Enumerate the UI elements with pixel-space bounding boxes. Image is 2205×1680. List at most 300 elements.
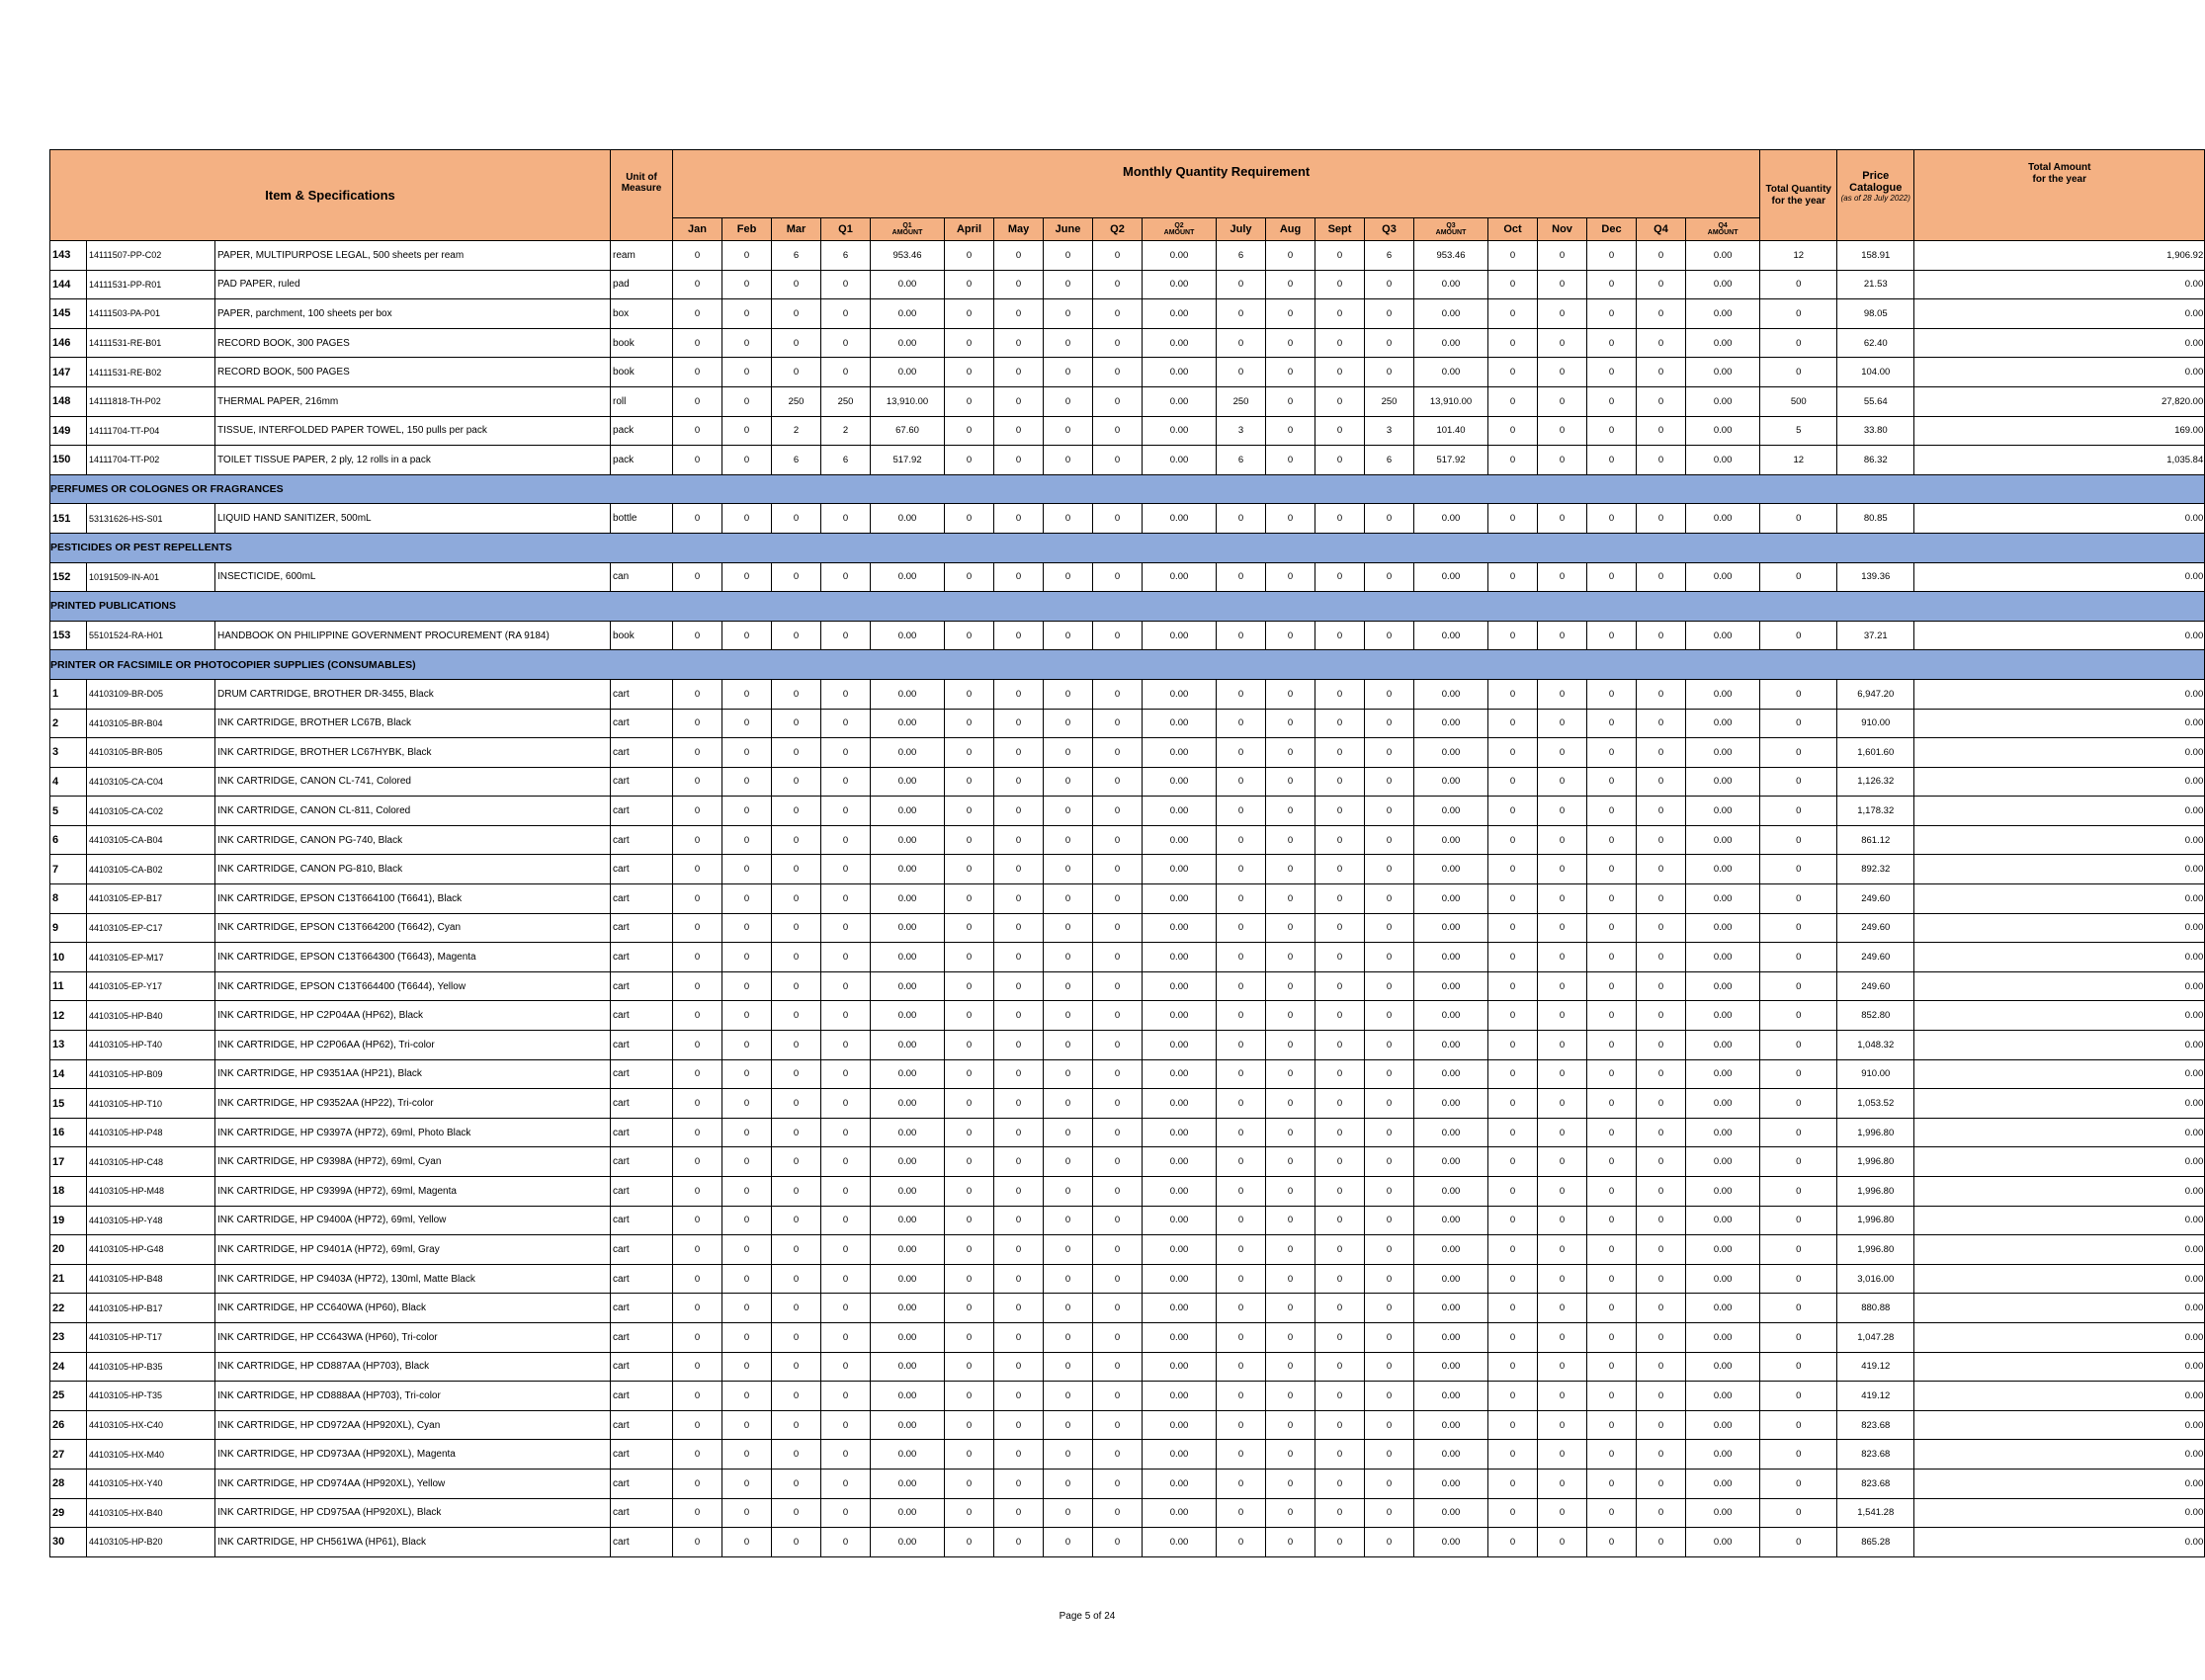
quantity-cell: 0 (1266, 328, 1315, 358)
quantity-cell: 0 (722, 679, 772, 709)
quantity-cell: 0.00 (1143, 328, 1217, 358)
price-catalogue: 86.32 (1837, 446, 1914, 475)
quantity-cell: 0.00 (1143, 1498, 1217, 1528)
item-code: 44103105-HP-T35 (87, 1382, 215, 1411)
quantity-cell: 0 (1044, 1059, 1093, 1089)
quantity-cell: 0.00 (1686, 1322, 1760, 1352)
item-description: INK CARTRIDGE, EPSON C13T664300 (T6643), Magenta (215, 943, 611, 972)
quantity-cell: 0 (1093, 1001, 1143, 1031)
total-quantity: 0 (1760, 1147, 1837, 1177)
quantity-cell: 0 (1315, 943, 1365, 972)
quantity-cell: 0 (1217, 504, 1266, 534)
quantity-cell: 0.00 (1143, 1294, 1217, 1323)
quantity-cell: 0.00 (871, 562, 945, 592)
table-row (50, 679, 2205, 709)
total-quantity: 0 (1760, 504, 1837, 534)
quantity-cell: 0 (1315, 1264, 1365, 1294)
item-code: 14111704-TT-P04 (87, 416, 215, 446)
quantity-cell: 0.00 (1686, 1352, 1760, 1382)
quantity-cell: 0 (1637, 241, 1686, 271)
table-row (50, 446, 2205, 475)
quantity-cell: 0 (1315, 767, 1365, 797)
quantity-cell: 0 (722, 1382, 772, 1411)
quantity-cell: 6 (1217, 446, 1266, 475)
quantity-cell: 0 (821, 1264, 871, 1294)
quantity-cell: 0.00 (871, 358, 945, 387)
quantity-cell: 0 (1587, 1089, 1637, 1119)
quantity-cell: 0.00 (1414, 1001, 1488, 1031)
item-number: 145 (50, 299, 87, 329)
price-catalogue: 1,996.80 (1837, 1177, 1914, 1207)
quantity-cell: 0.00 (871, 1089, 945, 1119)
quantity-cell: 0.00 (871, 1031, 945, 1060)
quantity-cell: 0 (673, 1031, 722, 1060)
item-number: 24 (50, 1352, 87, 1382)
item-code: 44103105-HP-B35 (87, 1352, 215, 1382)
quantity-cell: 0.00 (1686, 562, 1760, 592)
quantity-cell: 0 (1266, 767, 1315, 797)
quantity-cell: 0 (1365, 679, 1414, 709)
quantity-cell: 0 (1587, 562, 1637, 592)
total-amount: 27,820.00 (1914, 386, 2205, 416)
quantity-cell: 0 (1093, 504, 1143, 534)
price-catalogue: 910.00 (1837, 1059, 1914, 1089)
quantity-cell: 0 (673, 971, 722, 1001)
item-number: 144 (50, 270, 87, 299)
quantity-cell: 0 (945, 504, 994, 534)
quantity-cell: 0 (1315, 1177, 1365, 1207)
quantity-cell: 0 (1637, 679, 1686, 709)
quantity-cell: 0 (772, 767, 821, 797)
quantity-cell: 0 (1315, 1528, 1365, 1557)
quantity-cell: 0.00 (1143, 943, 1217, 972)
quantity-cell: 0.00 (1686, 884, 1760, 914)
quantity-cell: 0 (1266, 1469, 1315, 1498)
quantity-cell: 0 (1538, 1059, 1587, 1089)
quantity-cell: 0 (722, 1410, 772, 1440)
total-quantity: 0 (1760, 1322, 1837, 1352)
quantity-cell: 0 (772, 1001, 821, 1031)
item-code: 44103105-EP-M17 (87, 943, 215, 972)
table-row (50, 386, 2205, 416)
quantity-cell: 0 (1093, 1352, 1143, 1382)
quantity-cell: 0 (1637, 1382, 1686, 1411)
quantity-cell: 0.00 (1143, 1352, 1217, 1382)
quantity-cell: 0 (945, 328, 994, 358)
quantity-cell: 0 (1538, 738, 1587, 768)
quantity-cell: 0.00 (1686, 1089, 1760, 1119)
quantity-cell: 0 (945, 825, 994, 855)
category-row (50, 650, 2205, 680)
quantity-cell: 0 (1044, 1322, 1093, 1352)
quantity-cell: 0 (1266, 709, 1315, 738)
quantity-cell: 0 (1217, 1528, 1266, 1557)
quantity-cell: 0 (1365, 504, 1414, 534)
quantity-cell: 0 (994, 855, 1044, 884)
price-catalogue: 823.68 (1837, 1410, 1914, 1440)
unit-of-measure: pad (611, 270, 673, 299)
item-number: 146 (50, 328, 87, 358)
quantity-cell: 0 (1637, 825, 1686, 855)
quantity-cell: 0 (1044, 1147, 1093, 1177)
quantity-cell: 0.00 (1414, 971, 1488, 1001)
unit-of-measure: cart (611, 709, 673, 738)
quantity-cell: 0 (772, 1352, 821, 1382)
item-number: 6 (50, 825, 87, 855)
unit-header (611, 150, 673, 241)
quantity-cell: 0 (1044, 241, 1093, 271)
quantity-cell: 953.46 (1414, 241, 1488, 271)
month-header-cell: Q2 (1093, 218, 1143, 241)
price-catalogue: 1,048.32 (1837, 1031, 1914, 1060)
quantity-cell: 0 (1538, 855, 1587, 884)
quantity-cell: 0 (722, 446, 772, 475)
table-row (50, 1264, 2205, 1294)
quantity-cell: 0.00 (1686, 358, 1760, 387)
quantity-cell: 0 (1637, 1235, 1686, 1265)
quantity-cell: 0 (673, 328, 722, 358)
quantity-cell: 0.00 (1414, 797, 1488, 826)
quantity-cell: 0 (994, 1031, 1044, 1060)
total-quantity: 0 (1760, 1352, 1837, 1382)
table-row (50, 943, 2205, 972)
quantity-cell: 0 (772, 1031, 821, 1060)
quantity-cell: 0 (1217, 825, 1266, 855)
quantity-cell: 0 (821, 1118, 871, 1147)
unit-of-measure: cart (611, 884, 673, 914)
quantity-cell: 0 (772, 679, 821, 709)
quantity-cell: 0 (1365, 1528, 1414, 1557)
quantity-cell: 0 (821, 943, 871, 972)
quantity-cell: 0 (1587, 767, 1637, 797)
quantity-cell: 0 (1488, 1089, 1538, 1119)
item-number: 8 (50, 884, 87, 914)
quantity-cell: 0 (1365, 1264, 1414, 1294)
quantity-cell: 0 (772, 621, 821, 650)
item-code: 44103105-HP-B20 (87, 1528, 215, 1557)
price-catalogue: 419.12 (1837, 1382, 1914, 1411)
quantity-cell: 0 (1488, 971, 1538, 1001)
quantity-cell: 0 (1044, 1264, 1093, 1294)
quantity-cell: 0 (1093, 1235, 1143, 1265)
quantity-cell: 0 (1093, 738, 1143, 768)
quantity-cell: 0 (772, 1118, 821, 1147)
quantity-cell: 0 (1093, 446, 1143, 475)
quantity-cell: 0 (1365, 1089, 1414, 1119)
quantity-cell: 0.00 (1686, 446, 1760, 475)
quantity-cell: 0.00 (871, 299, 945, 329)
quantity-cell: 0 (722, 1264, 772, 1294)
item-description: INK CARTRIDGE, HP C2P06AA (HP62), Tri-color (215, 1031, 611, 1060)
total-quantity: 0 (1760, 358, 1837, 387)
quantity-cell: 0 (1365, 855, 1414, 884)
quantity-cell: 0 (772, 884, 821, 914)
quantity-cell: 0 (1365, 709, 1414, 738)
quantity-cell: 0 (1587, 299, 1637, 329)
quantity-cell: 0.00 (1686, 299, 1760, 329)
item-code: 44103105-CA-C04 (87, 767, 215, 797)
quantity-cell: 0 (722, 621, 772, 650)
quantity-cell: 0 (673, 1147, 722, 1177)
quantity-cell: 250 (1217, 386, 1266, 416)
quantity-cell: 0 (1365, 738, 1414, 768)
quantity-cell: 0 (1044, 1206, 1093, 1235)
quantity-cell: 0 (1093, 328, 1143, 358)
quantity-cell: 0 (1266, 1294, 1315, 1323)
quantity-cell: 0 (1044, 1382, 1093, 1411)
price-catalogue: 21.53 (1837, 270, 1914, 299)
category-label: PERFUMES OR COLOGNES OR FRAGRANCES (50, 474, 2205, 504)
quantity-cell: 0.00 (871, 621, 945, 650)
quantity-cell: 0 (673, 709, 722, 738)
quantity-cell: 6 (1217, 241, 1266, 271)
quantity-cell: 0 (1266, 1264, 1315, 1294)
quantity-cell: 0.00 (1143, 241, 1217, 271)
quantity-cell: 0 (673, 416, 722, 446)
quantity-cell: 0 (1538, 1294, 1587, 1323)
quantity-cell: 0.00 (1143, 416, 1217, 446)
price-catalogue: 33.80 (1837, 416, 1914, 446)
total-quantity: 12 (1760, 446, 1837, 475)
item-description: LIQUID HAND SANITIZER, 500mL (215, 504, 611, 534)
month-header-cell: Q1 (821, 218, 871, 241)
quantity-cell: 0 (945, 913, 994, 943)
quantity-cell: 0 (1044, 328, 1093, 358)
price-catalogue: 249.60 (1837, 971, 1914, 1001)
quantity-cell: 517.92 (1414, 446, 1488, 475)
item-code: 44103105-EP-C17 (87, 913, 215, 943)
quantity-cell: 0.00 (1414, 1264, 1488, 1294)
quantity-cell: 0 (1637, 1089, 1686, 1119)
quantity-cell: 0 (1365, 1001, 1414, 1031)
quantity-cell: 0 (1587, 1206, 1637, 1235)
quantity-cell: 0 (1044, 416, 1093, 446)
quantity-cell: 0 (994, 1177, 1044, 1207)
price-catalogue: 6,947.20 (1837, 679, 1914, 709)
quantity-cell: 0.00 (1686, 943, 1760, 972)
quantity-cell: 0 (1266, 270, 1315, 299)
quantity-cell: 0.00 (1686, 1118, 1760, 1147)
quantity-cell: 0 (994, 1382, 1044, 1411)
quantity-cell: 0.00 (871, 1177, 945, 1207)
item-number: 151 (50, 504, 87, 534)
price-catalogue: 1,996.80 (1837, 1147, 1914, 1177)
quantity-cell: 0 (1538, 971, 1587, 1001)
table-row (50, 709, 2205, 738)
quantity-cell: 0 (673, 1352, 722, 1382)
item-code: 44103105-HP-C48 (87, 1147, 215, 1177)
total-amount: 0.00 (1914, 1235, 2205, 1265)
quantity-cell: 0 (821, 299, 871, 329)
unit-label-line2: Measure (621, 183, 662, 194)
unit-of-measure: cart (611, 943, 673, 972)
item-description: INK CARTRIDGE, EPSON C13T664200 (T6642), Cyan (215, 913, 611, 943)
item-number: 1 (50, 679, 87, 709)
quantity-cell: 0 (1315, 1001, 1365, 1031)
table-row (50, 1294, 2205, 1323)
quantity-cell: 0.00 (1143, 825, 1217, 855)
quantity-cell: 0 (994, 358, 1044, 387)
quantity-cell: 0 (722, 504, 772, 534)
quantity-cell: 0.00 (1686, 1294, 1760, 1323)
quantity-cell: 0 (1093, 1118, 1143, 1147)
quantity-cell: 0 (1217, 971, 1266, 1001)
quantity-cell: 0 (994, 1294, 1044, 1323)
unit-of-measure: ream (611, 241, 673, 271)
total-amount-header (1914, 150, 2205, 241)
price-catalogue: 1,996.80 (1837, 1206, 1914, 1235)
quantity-cell: 0 (821, 1440, 871, 1470)
table-row (50, 913, 2205, 943)
item-spec-label: Item & Specifications (265, 188, 395, 203)
quantity-cell: 0 (1587, 1147, 1637, 1177)
quantity-cell: 0.00 (1414, 1118, 1488, 1147)
month-header-cell: July (1217, 218, 1266, 241)
item-code: 44103105-HP-Y48 (87, 1206, 215, 1235)
quantity-cell: 0.00 (1143, 738, 1217, 768)
quantity-cell: 0 (772, 1410, 821, 1440)
quantity-cell: 0 (945, 241, 994, 271)
total-amount: 0.00 (1914, 1001, 2205, 1031)
quantity-cell: 0 (1488, 797, 1538, 826)
quantity-cell: 0 (1365, 943, 1414, 972)
item-description: INK CARTRIDGE, HP C9403A (HP72), 130ml, Matte Black (215, 1264, 611, 1294)
quantity-cell: 0.00 (871, 1440, 945, 1470)
quantity-cell: 0 (722, 1089, 772, 1119)
quantity-cell: 0 (1488, 446, 1538, 475)
quantity-cell: 0 (1217, 943, 1266, 972)
quantity-cell: 0.00 (871, 855, 945, 884)
quantity-cell: 0 (1637, 1294, 1686, 1323)
quantity-cell: 0 (1217, 1294, 1266, 1323)
quantity-cell: 0 (1637, 1322, 1686, 1352)
quantity-cell: 0.00 (1686, 1031, 1760, 1060)
quantity-cell: 0 (994, 913, 1044, 943)
quantity-cell: 0 (1266, 386, 1315, 416)
quantity-cell: 0 (1217, 855, 1266, 884)
quantity-cell: 0 (821, 504, 871, 534)
quantity-cell: 0 (994, 709, 1044, 738)
quantity-cell: 0 (1044, 797, 1093, 826)
quantity-cell: 0 (945, 1382, 994, 1411)
total-amount-line2: for the year (2032, 174, 2086, 185)
quantity-cell: 0.00 (871, 1118, 945, 1147)
quantity-cell: 0 (1044, 679, 1093, 709)
quantity-cell: 0.00 (1414, 1089, 1488, 1119)
quantity-cell: 0 (1637, 416, 1686, 446)
item-code: 44103105-HP-P48 (87, 1118, 215, 1147)
quantity-cell: 0 (673, 1469, 722, 1498)
quantity-cell: 0 (1538, 1118, 1587, 1147)
quantity-cell: 0 (1266, 1118, 1315, 1147)
quantity-cell: 0 (1093, 709, 1143, 738)
quantity-cell: 0 (1365, 1294, 1414, 1323)
quantity-cell: 0 (673, 1264, 722, 1294)
unit-of-measure: pack (611, 416, 673, 446)
quantity-cell: 0 (1637, 1528, 1686, 1557)
quantity-cell: 0 (1365, 1382, 1414, 1411)
month-header-cell: May (994, 218, 1044, 241)
quantity-cell: 0 (1538, 1498, 1587, 1528)
quantity-cell: 0 (994, 1352, 1044, 1382)
unit-of-measure: cart (611, 1382, 673, 1411)
quantity-cell: 0 (994, 825, 1044, 855)
quantity-cell: 0.00 (1414, 1206, 1488, 1235)
item-number: 3 (50, 738, 87, 768)
table-row (50, 1322, 2205, 1352)
quantity-cell: 0 (1587, 1440, 1637, 1470)
table-header (50, 150, 2205, 241)
item-number: 147 (50, 358, 87, 387)
quantity-cell: 0 (722, 1206, 772, 1235)
quantity-cell: 0 (1538, 1264, 1587, 1294)
unit-of-measure: cart (611, 1235, 673, 1265)
total-quantity: 0 (1760, 1089, 1837, 1119)
quantity-cell: 0 (1365, 884, 1414, 914)
quantity-cell: 0.00 (1143, 913, 1217, 943)
total-quantity: 0 (1760, 1440, 1837, 1470)
quantity-cell: 0 (1217, 679, 1266, 709)
table-row (50, 1031, 2205, 1060)
quantity-cell: 0 (722, 328, 772, 358)
quantity-cell: 0 (821, 1382, 871, 1411)
table-row (50, 1059, 2205, 1089)
quantity-cell: 0 (722, 971, 772, 1001)
quantity-cell: 0 (1538, 767, 1587, 797)
quantity-cell: 0 (1538, 1410, 1587, 1440)
quantity-cell: 0 (994, 767, 1044, 797)
quantity-cell: 0 (1538, 241, 1587, 271)
quantity-cell: 0 (821, 328, 871, 358)
quantity-cell: 0 (673, 1382, 722, 1411)
table-row (50, 1469, 2205, 1498)
quantity-cell: 0 (1488, 328, 1538, 358)
quantity-cell: 0 (1315, 1382, 1365, 1411)
quantity-cell: 0 (1587, 446, 1637, 475)
quantity-cell: 0 (1637, 1206, 1686, 1235)
table-row (50, 1118, 2205, 1147)
price-catalogue: 249.60 (1837, 913, 1914, 943)
month-header-cell: Nov (1538, 218, 1587, 241)
total-amount: 0.00 (1914, 621, 2205, 650)
quantity-cell: 0 (673, 1089, 722, 1119)
quantity-cell: 0 (722, 1031, 772, 1060)
total-quantity: 12 (1760, 241, 1837, 271)
quantity-cell: 0 (1365, 1410, 1414, 1440)
quantity-cell: 0 (772, 1382, 821, 1411)
total-amount: 0.00 (1914, 738, 2205, 768)
item-description: TOILET TISSUE PAPER, 2 ply, 12 rolls in a pack (215, 446, 611, 475)
item-number: 152 (50, 562, 87, 592)
quantity-cell: 0 (821, 1469, 871, 1498)
quantity-cell: 0.00 (1414, 855, 1488, 884)
quantity-cell: 0 (821, 1352, 871, 1382)
quantity-cell: 0 (1488, 1352, 1538, 1382)
quantity-cell: 0 (673, 797, 722, 826)
quantity-cell: 0 (1315, 1235, 1365, 1265)
quantity-cell: 0 (1217, 299, 1266, 329)
quantity-cell: 0.00 (1686, 621, 1760, 650)
quantity-cell: 0 (772, 1235, 821, 1265)
total-quantity: 0 (1760, 270, 1837, 299)
total-amount: 0.00 (1914, 913, 2205, 943)
quantity-cell: 0.00 (871, 679, 945, 709)
quantity-cell: 0 (722, 1001, 772, 1031)
quantity-cell: 0 (1587, 358, 1637, 387)
unit-of-measure: bottle (611, 504, 673, 534)
total-quantity: 0 (1760, 1294, 1837, 1323)
quantity-cell: 0 (945, 1469, 994, 1498)
